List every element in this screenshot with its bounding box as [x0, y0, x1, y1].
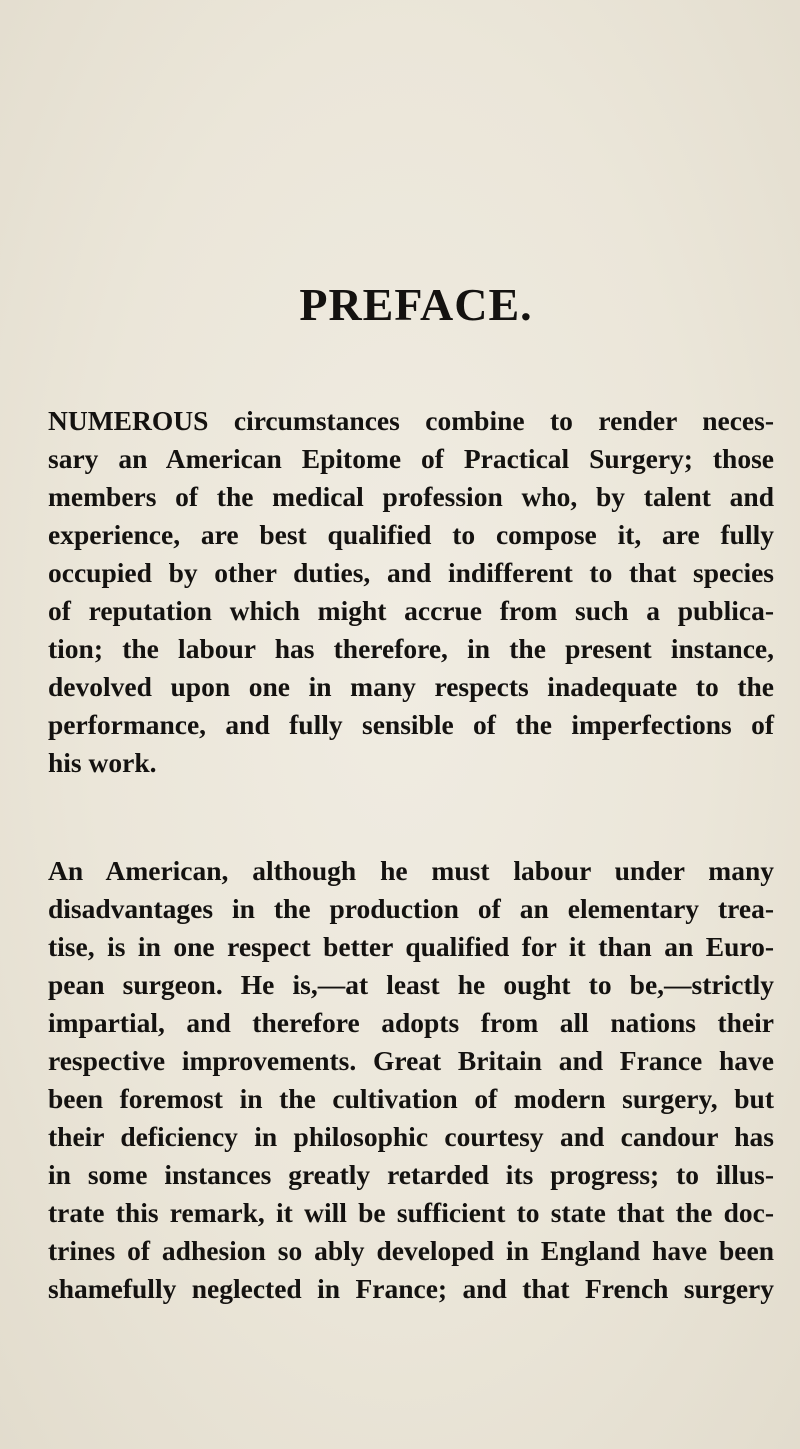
text-line: performance, and fully sensible of the imperfections of — [48, 709, 774, 740]
text-line: in some instances greatly retarded its progress; to illus- — [48, 1159, 774, 1190]
text-line: experience, are best qualified to compose it, are fully — [48, 519, 774, 550]
text-line: of reputation which might accrue from such a publica- — [48, 595, 774, 626]
text-line: pean surgeon. He is,—at least he ought to be,—strictly — [48, 969, 774, 1000]
paragraph-1 — [48, 402, 774, 782]
paragraph-2 — [48, 852, 774, 1308]
text-line: An American, although he must labour under many — [48, 855, 774, 886]
text-line: his work. — [48, 747, 157, 778]
text-line: shamefully neglected in France; and that French surgery — [48, 1273, 774, 1304]
text-line: impartial, and therefore adopts from all nations their — [48, 1007, 774, 1038]
text-line: trate this remark, it will be sufficient to state that the doc- — [48, 1197, 774, 1228]
text-line: respective improvements. Great Britain and France have — [48, 1045, 774, 1076]
text-line: occupied by other duties, and indifferent to that species — [48, 557, 774, 588]
text-line: trines of adhesion so ably developed in England have been — [48, 1235, 774, 1266]
text-line: tise, is in one respect better qualified for it than an Euro- — [48, 931, 774, 962]
text-line: tion; the labour has therefore, in the present instance, — [48, 633, 774, 664]
text-line: sary an American Epitome of Practical Surgery; those — [48, 443, 774, 474]
text-line: their deficiency in philosophic courtesy and candour has — [48, 1121, 774, 1152]
text-line: members of the medical profession who, by talent and — [48, 481, 774, 512]
text-line: NUMEROUS circumstances combine to render neces- — [48, 405, 774, 436]
page-title: PREFACE. — [299, 279, 533, 330]
text-line: devolved upon one in many respects inadequate to the — [48, 671, 774, 702]
text-line: disadvantages in the production of an elementary trea- — [48, 893, 774, 924]
text-line: been foremost in the cultivation of modern surgery, but — [48, 1083, 774, 1114]
